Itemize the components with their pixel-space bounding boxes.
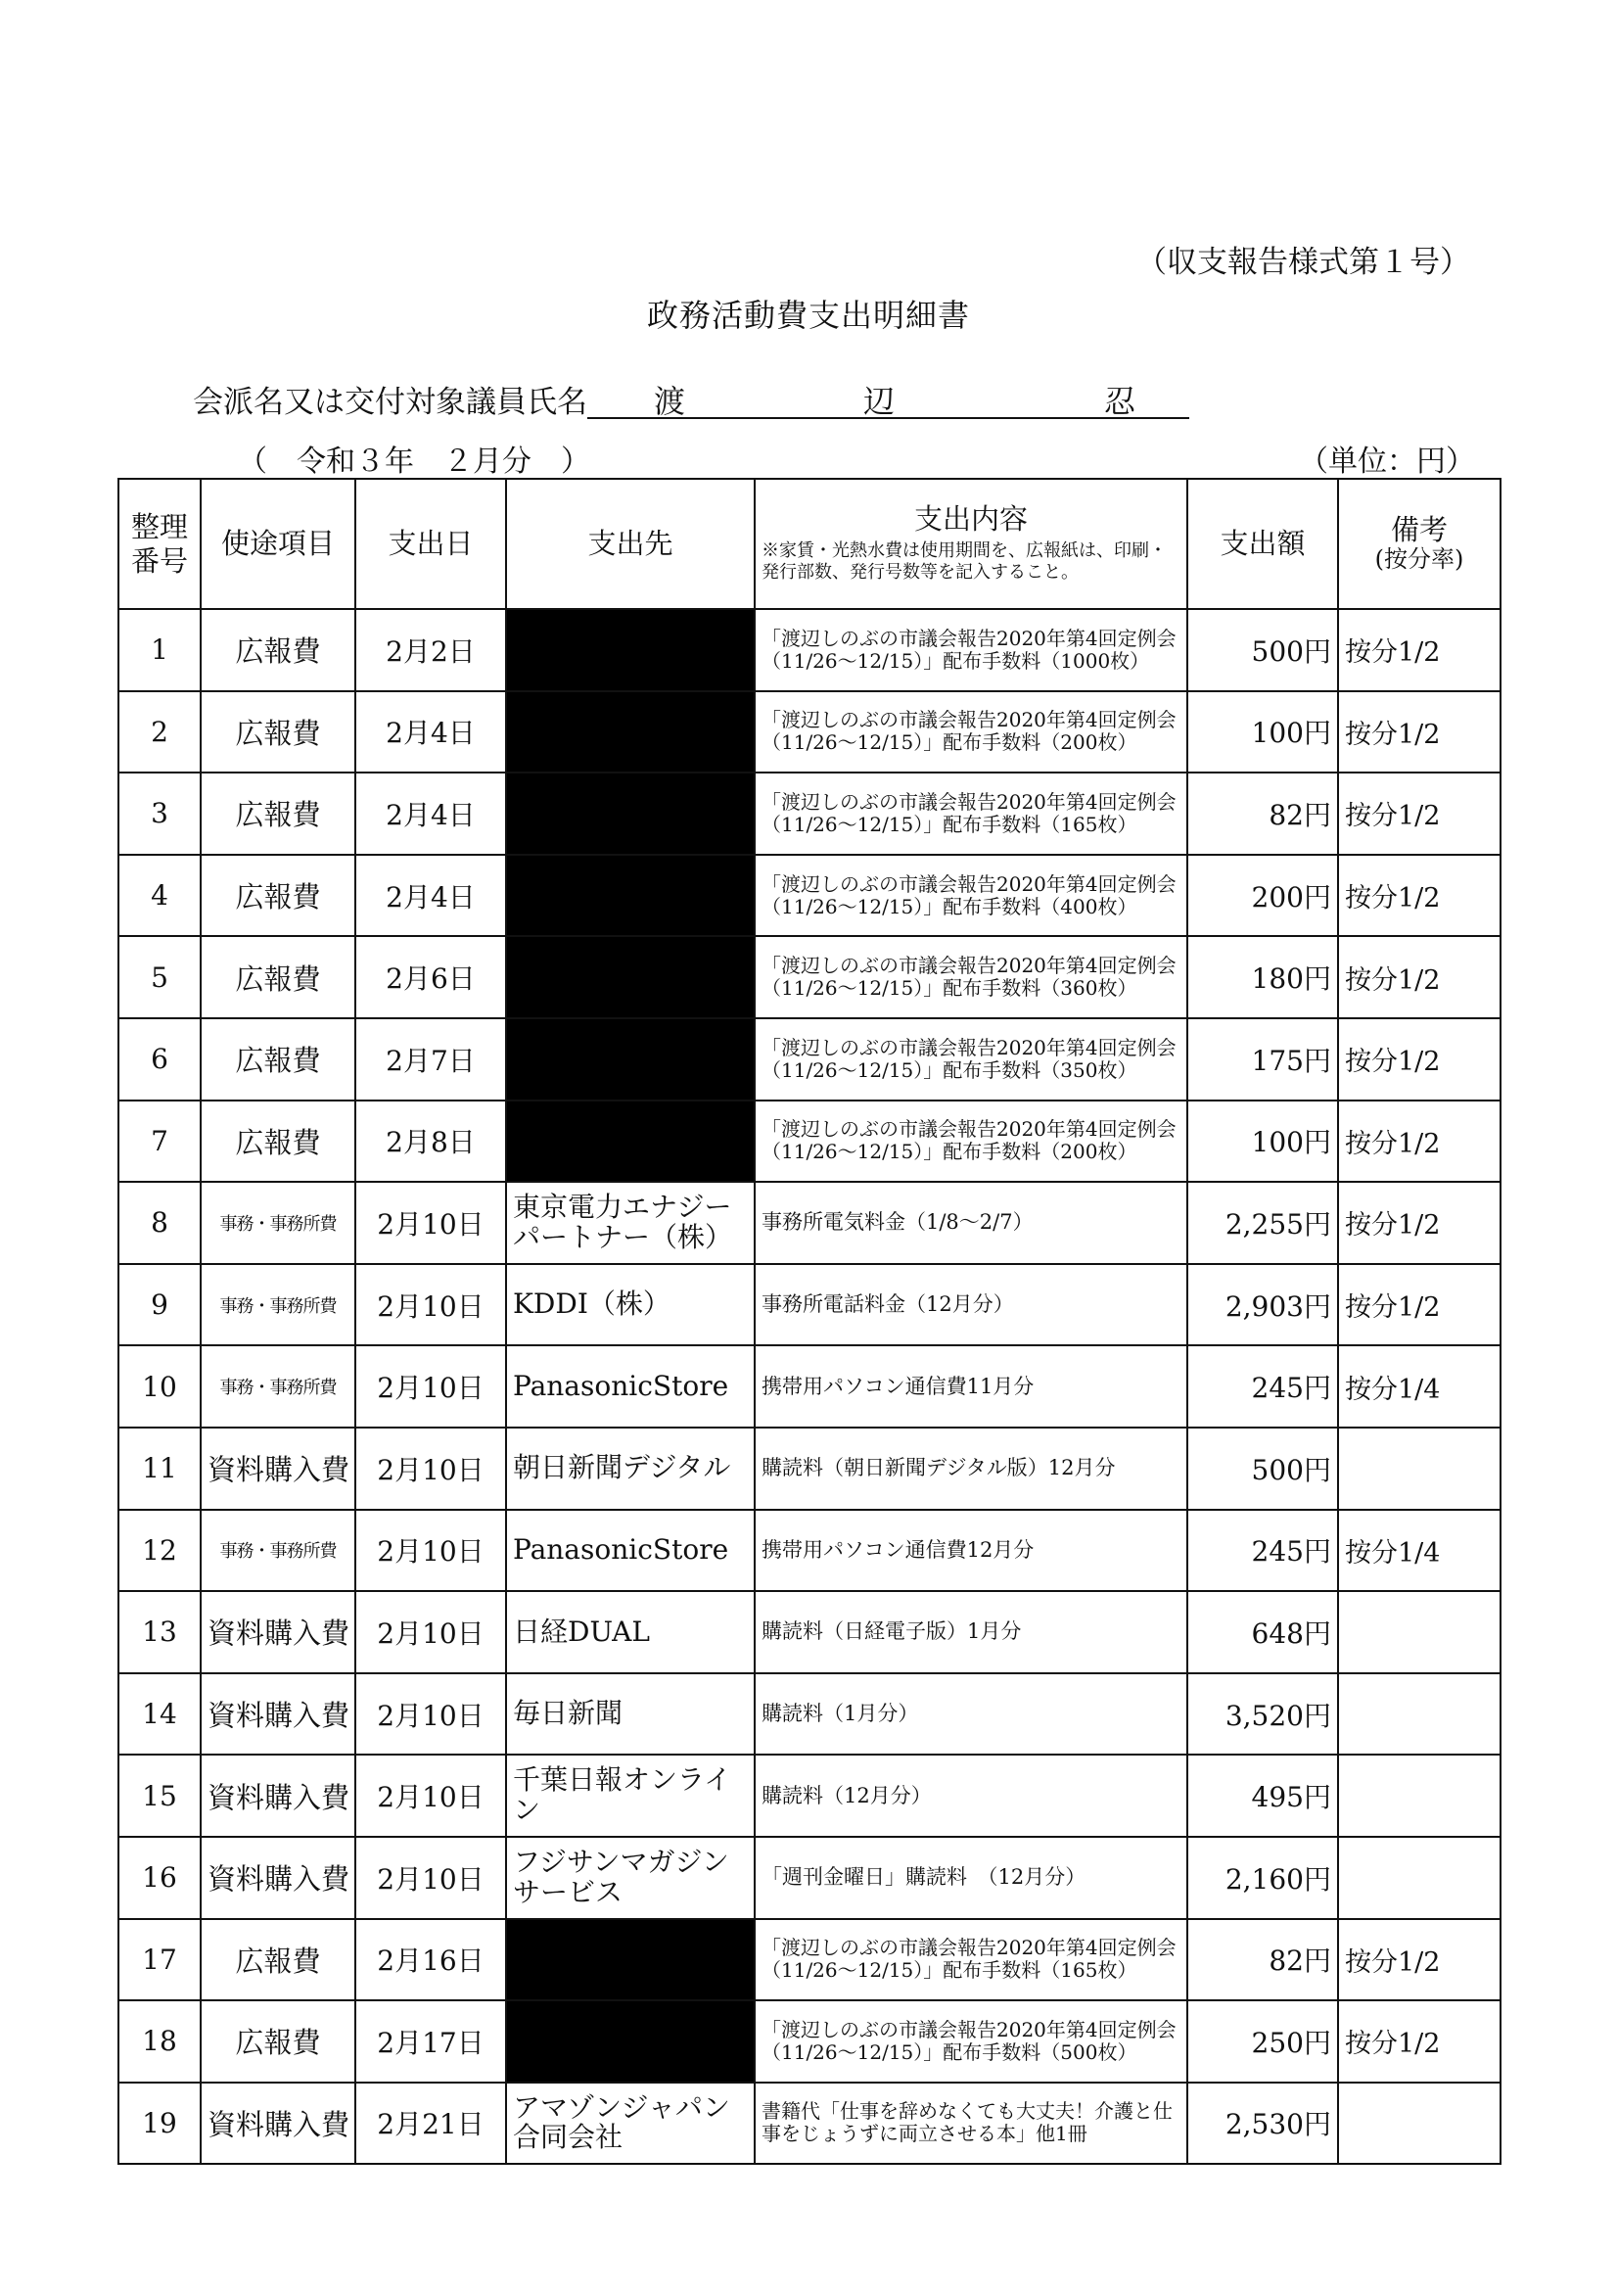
col-header-item: 使途項目: [201, 479, 355, 609]
usage-item: 事務・事務所費: [201, 1264, 355, 1346]
usage-item: 事務・事務所費: [201, 1182, 355, 1264]
page-title: 政務活動費支出明細書: [646, 297, 970, 334]
row-number: 10: [118, 1345, 201, 1428]
usage-item: 広報費: [201, 609, 355, 691]
expense-amount: 3,520円: [1187, 1673, 1338, 1756]
redacted-payee: [506, 609, 755, 691]
expense-date: 2月16日: [355, 1919, 506, 2001]
col-header-no: 整理番号: [118, 479, 201, 609]
expense-description: 事務所電気料金（1/8～2/7）: [755, 1182, 1187, 1264]
usage-item: 資料購入費: [201, 2083, 355, 2165]
payee: フジサンマガジンサービス: [506, 1837, 755, 1919]
row-number: 13: [118, 1591, 201, 1673]
usage-item: 資料購入費: [201, 1673, 355, 1756]
expense-amount: 2,160円: [1187, 1837, 1338, 1919]
member-name-char-1: 渡: [654, 383, 686, 420]
expense-description: 「渡辺しのぶの市議会報告2020年第4回定例会（11/26～12/15）」配布手数料（360枚）: [755, 936, 1187, 1018]
table-row: [118, 1591, 1501, 1673]
row-number: 15: [118, 1755, 201, 1837]
table-row: [118, 1510, 1501, 1592]
col-header-content: [755, 479, 1187, 609]
row-number: 14: [118, 1673, 201, 1756]
expense-table: [117, 478, 1502, 2165]
expense-date: 2月4日: [355, 691, 506, 773]
expense-description: 「渡辺しのぶの市議会報告2020年第4回定例会（11/26～12/15）」配布手数料（350枚）: [755, 1018, 1187, 1101]
member-name-char-3: 忍: [1104, 383, 1136, 420]
table-row: [118, 773, 1501, 855]
expense-amount: 82円: [1187, 773, 1338, 855]
expense-date: 2月6日: [355, 936, 506, 1018]
table-header-row: [118, 479, 1501, 609]
member-label: 会派名又は交付対象議員氏名: [193, 385, 587, 420]
expense-description: 購読料（朝日新聞デジタル版）12月分: [755, 1428, 1187, 1510]
usage-item: 資料購入費: [201, 1837, 355, 1919]
col-header-payee: 支出先: [506, 479, 755, 609]
usage-item: 広報費: [201, 773, 355, 855]
redacted-payee: [506, 2000, 755, 2083]
table-row: [118, 855, 1501, 937]
row-number: 11: [118, 1428, 201, 1510]
usage-item: 広報費: [201, 2000, 355, 2083]
payee: 朝日新聞デジタル: [506, 1428, 755, 1510]
row-number: 9: [118, 1264, 201, 1346]
expense-date: 2月17日: [355, 2000, 506, 2083]
row-number: 3: [118, 773, 201, 855]
expense-description: 「渡辺しのぶの市議会報告2020年第4回定例会（11/26～12/15）」配布手数料（500枚）: [755, 2000, 1187, 2083]
expense-amount: 495円: [1187, 1755, 1338, 1837]
remarks: [1338, 1591, 1501, 1673]
remarks: 按分1/2: [1338, 855, 1501, 937]
content-header-label: 支出内容: [913, 502, 1028, 537]
expense-amount: 2,255円: [1187, 1182, 1338, 1264]
row-number: 6: [118, 1018, 201, 1101]
expense-date: 2月4日: [355, 855, 506, 937]
expense-date: 2月10日: [355, 1345, 506, 1428]
expense-amount: 2,530円: [1187, 2083, 1338, 2165]
redacted-payee: [506, 1018, 755, 1101]
table-row: [118, 2083, 1501, 2165]
row-number: 5: [118, 936, 201, 1018]
expense-date: 2月10日: [355, 1510, 506, 1592]
expense-date: 2月2日: [355, 609, 506, 691]
redacted-payee: [506, 1101, 755, 1183]
expense-amount: 100円: [1187, 691, 1338, 773]
expense-description: 携帯用パソコン通信費12月分: [755, 1510, 1187, 1592]
payee: 東京電力エナジーパートナー（株）: [506, 1182, 755, 1264]
table-row: [118, 1673, 1501, 1756]
usage-item: 広報費: [201, 855, 355, 937]
payee: 日経DUAL: [506, 1591, 755, 1673]
remarks: 按分1/2: [1338, 609, 1501, 691]
table-row: [118, 1182, 1501, 1264]
usage-item: 資料購入費: [201, 1591, 355, 1673]
expense-description: 「渡辺しのぶの市議会報告2020年第4回定例会（11/26～12/15）」配布手数料（165枚）: [755, 773, 1187, 855]
expense-date: 2月10日: [355, 1182, 506, 1264]
expense-description: 「渡辺しのぶの市議会報告2020年第4回定例会（11/26～12/15）」配布手数料（200枚）: [755, 1101, 1187, 1183]
payee: 千葉日報オンライン: [506, 1755, 755, 1837]
unit-label: （単位：円）: [1299, 445, 1475, 479]
remarks: 按分1/2: [1338, 773, 1501, 855]
usage-item: 広報費: [201, 1919, 355, 2001]
expense-description: 「渡辺しのぶの市議会報告2020年第4回定例会（11/26～12/15）」配布手数料（200枚）: [755, 691, 1187, 773]
table-row: [118, 609, 1501, 691]
row-number: 19: [118, 2083, 201, 2165]
redacted-payee: [506, 1919, 755, 2001]
expense-date: 2月10日: [355, 1591, 506, 1673]
usage-item: 広報費: [201, 1101, 355, 1183]
expense-description: 「渡辺しのぶの市議会報告2020年第4回定例会（11/26～12/15）」配布手数料（1000枚）: [755, 609, 1187, 691]
row-number: 4: [118, 855, 201, 937]
remarks: 按分1/2: [1338, 1018, 1501, 1101]
remarks-header-sub: (按分率): [1374, 545, 1464, 574]
expense-amount: 500円: [1187, 1428, 1338, 1510]
usage-item: 広報費: [201, 1018, 355, 1101]
remarks: 按分1/2: [1338, 1264, 1501, 1346]
expense-date: 2月7日: [355, 1018, 506, 1101]
col-header-date: 支出日: [355, 479, 506, 609]
redacted-payee: [506, 691, 755, 773]
usage-item: 資料購入費: [201, 1755, 355, 1837]
remarks: 按分1/4: [1338, 1510, 1501, 1592]
expense-date: 2月10日: [355, 1428, 506, 1510]
col-header-remarks: [1338, 479, 1501, 609]
redacted-payee: [506, 855, 755, 937]
col-header-amount: 支出額: [1187, 479, 1338, 609]
remarks: [1338, 1755, 1501, 1837]
usage-item: 資料購入費: [201, 1428, 355, 1510]
payee: KDDI（株）: [506, 1264, 755, 1346]
redacted-payee: [506, 936, 755, 1018]
expense-amount: 200円: [1187, 855, 1338, 937]
remarks: [1338, 2083, 1501, 2165]
row-number: 2: [118, 691, 201, 773]
row-number: 8: [118, 1182, 201, 1264]
payee: PanasonicStore: [506, 1510, 755, 1592]
expense-description: 「渡辺しのぶの市議会報告2020年第4回定例会（11/26～12/15）」配布手数料（400枚）: [755, 855, 1187, 937]
table-row: [118, 1264, 1501, 1346]
remarks: 按分1/4: [1338, 1345, 1501, 1428]
table-row: [118, 1428, 1501, 1510]
expense-amount: 245円: [1187, 1345, 1338, 1428]
row-number: 16: [118, 1837, 201, 1919]
content-header-note: ※家賃・光熱水費は使用期間を、広報紙は、印刷・発行部数、発行号数等を記入すること。: [762, 539, 1167, 584]
expense-date: 2月10日: [355, 1755, 506, 1837]
expense-date: 2月10日: [355, 1673, 506, 1756]
expense-amount: 180円: [1187, 936, 1338, 1018]
expense-amount: 100円: [1187, 1101, 1338, 1183]
usage-item: 広報費: [201, 936, 355, 1018]
table-row: [118, 1919, 1501, 2001]
expense-date: 2月10日: [355, 1837, 506, 1919]
remarks: 按分1/2: [1338, 2000, 1501, 2083]
row-number: 17: [118, 1919, 201, 2001]
row-number: 7: [118, 1101, 201, 1183]
expense-amount: 648円: [1187, 1591, 1338, 1673]
remarks: 按分1/2: [1338, 1919, 1501, 2001]
expense-date: 2月4日: [355, 773, 506, 855]
expense-date: 2月10日: [355, 1264, 506, 1346]
expense-description: 書籍代「仕事を辞めなくても大丈夫！介護と仕事をじょうずに両立させる本」他1冊: [755, 2083, 1187, 2165]
expense-date: 2月21日: [355, 2083, 506, 2165]
expense-description: 購読料（1月分）: [755, 1673, 1187, 1756]
expense-description: 購読料（12月分）: [755, 1755, 1187, 1837]
payee: 毎日新聞: [506, 1673, 755, 1756]
remarks: [1338, 1428, 1501, 1510]
period-label: （ 令和３年 ２月分 ）: [238, 445, 590, 479]
table-row: [118, 1837, 1501, 1919]
remarks: 按分1/2: [1338, 1101, 1501, 1183]
remarks: 按分1/2: [1338, 1182, 1501, 1264]
expense-description: 事務所電話料金（12月分）: [755, 1264, 1187, 1346]
table-row: [118, 2000, 1501, 2083]
expense-description: 「渡辺しのぶの市議会報告2020年第4回定例会（11/26～12/15）」配布手数料（165枚）: [755, 1919, 1187, 2001]
remarks: 按分1/2: [1338, 936, 1501, 1018]
redacted-payee: [506, 773, 755, 855]
payee: アマゾンジャパン合同会社: [506, 2083, 755, 2165]
expense-description: 購読料（日経電子版）1月分: [755, 1591, 1187, 1673]
row-number: 18: [118, 2000, 201, 2083]
member-name-char-2: 辺: [863, 383, 896, 420]
table-row: [118, 936, 1501, 1018]
table-row: [118, 1345, 1501, 1428]
usage-item: 事務・事務所費: [201, 1510, 355, 1592]
row-number: 1: [118, 609, 201, 691]
expense-amount: 175円: [1187, 1018, 1338, 1101]
remarks: [1338, 1673, 1501, 1756]
usage-item: 事務・事務所費: [201, 1345, 355, 1428]
expense-amount: 2,903円: [1187, 1264, 1338, 1346]
expense-description: 携帯用パソコン通信費11月分: [755, 1345, 1187, 1428]
expense-amount: 250円: [1187, 2000, 1338, 2083]
member-name-underline: [587, 417, 1189, 419]
expense-date: 2月8日: [355, 1101, 506, 1183]
usage-item: 広報費: [201, 691, 355, 773]
table-row: [118, 691, 1501, 773]
remarks: [1338, 1837, 1501, 1919]
expense-amount: 500円: [1187, 609, 1338, 691]
expense-description: 「週刊金曜日」購読料 （12月分）: [755, 1837, 1187, 1919]
table-row: [118, 1101, 1501, 1183]
table-row: [118, 1755, 1501, 1837]
expense-amount: 82円: [1187, 1919, 1338, 2001]
row-number: 12: [118, 1510, 201, 1592]
remarks: 按分1/2: [1338, 691, 1501, 773]
form-number: （収支報告様式第１号）: [1136, 245, 1470, 280]
payee: PanasonicStore: [506, 1345, 755, 1428]
table-row: [118, 1018, 1501, 1101]
remarks-header-label: 備考: [1390, 513, 1448, 547]
expense-amount: 245円: [1187, 1510, 1338, 1592]
